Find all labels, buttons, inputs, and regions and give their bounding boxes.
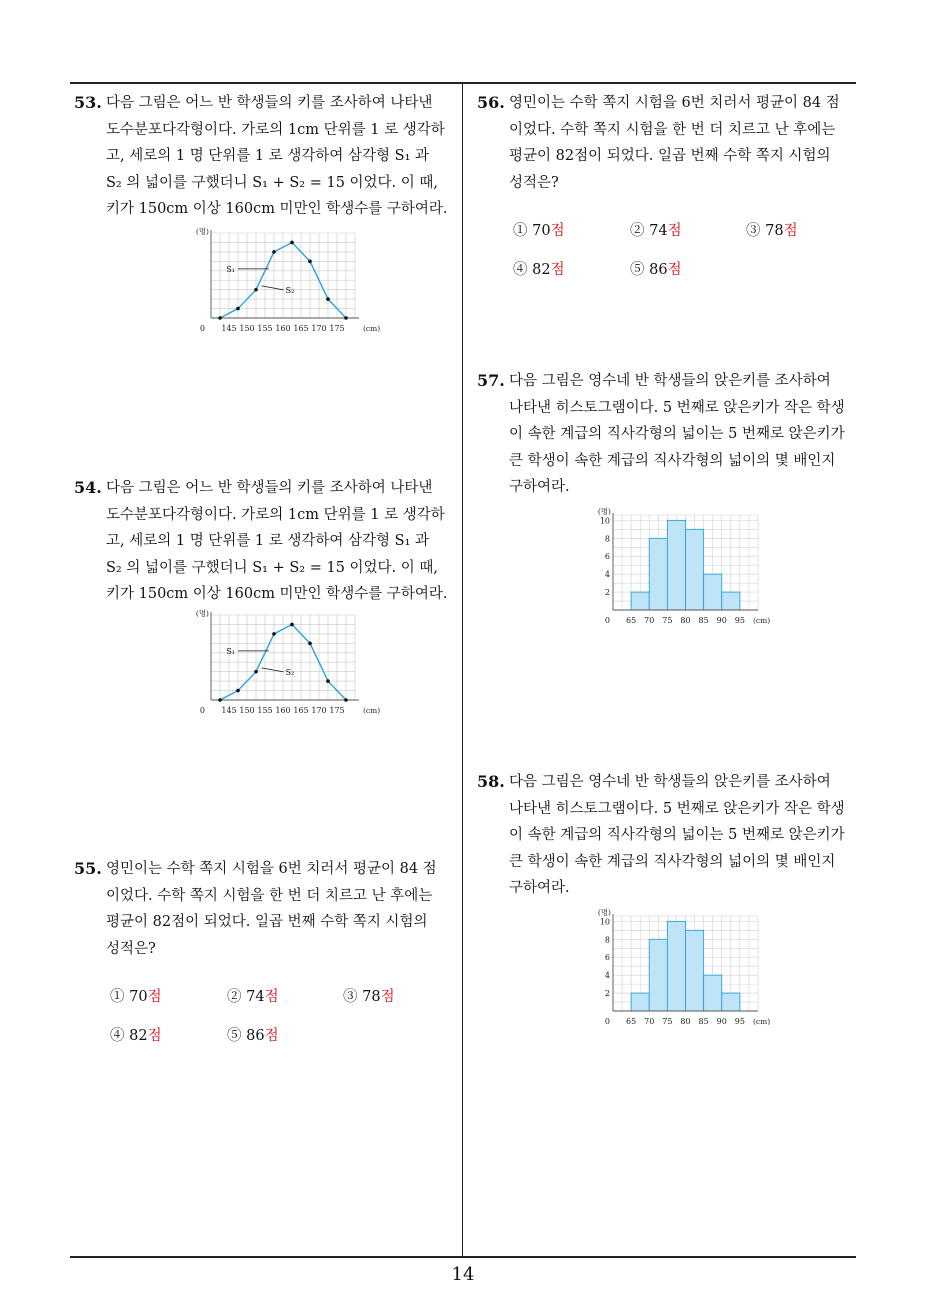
data-point	[218, 698, 222, 702]
x-tick-label: 95	[734, 1017, 745, 1026]
frequency-polygon-chart-54	[190, 607, 381, 719]
problem-text-line: 도수분포다각형이다. 가로의 1cm 단위를 1 로 생각하	[106, 121, 445, 138]
problem-number: 57.	[477, 371, 505, 390]
x-tick-label: 80	[680, 616, 691, 625]
histogram-bar	[722, 592, 740, 610]
histogram-bar	[686, 529, 704, 610]
choice-4[interactable]: ④ 82점	[110, 1028, 162, 1044]
x-tick-label: 160	[275, 706, 291, 715]
y-tick-label: 4	[604, 971, 610, 981]
histogram-bar	[667, 520, 685, 610]
data-point	[254, 288, 258, 292]
y-tick-label: 2	[604, 588, 610, 598]
problem-text-line: 구하여라.	[509, 880, 570, 896]
problem-number: 56.	[477, 93, 505, 112]
x-tick-label: 65	[626, 616, 637, 625]
data-point	[218, 316, 222, 320]
problem-text-line: 구하여라.	[509, 479, 570, 495]
histogram-bar	[704, 574, 722, 610]
problem-text-line: 다음 그림은 영수네 반 학생들의 앉은키를 조사하여	[509, 373, 831, 389]
problem-number: 55.	[74, 859, 102, 878]
x-tick-label: 70	[644, 1017, 655, 1026]
problem-55	[74, 856, 459, 962]
x-tick-label: 80	[680, 1017, 691, 1026]
data-point	[308, 642, 312, 646]
problem-text-line: 나타낸 히스토그램이다. 5 번째로 앉은키가 작은 학생	[509, 800, 845, 817]
y-axis-label: (명)	[597, 507, 611, 516]
choice-1[interactable]: ① 70점	[110, 989, 162, 1005]
histogram-bar	[722, 993, 740, 1011]
choice-4[interactable]: ④ 82점	[513, 262, 565, 278]
histogram-chart-58	[593, 907, 783, 1031]
problem-text-line: 성적은?	[509, 174, 559, 191]
histogram-bar	[667, 921, 685, 1011]
x-tick-label: 70	[644, 616, 655, 625]
origin-label: 0	[604, 616, 610, 625]
histogram-bar	[704, 975, 722, 1011]
x-tick-label: 160	[275, 324, 291, 333]
annotation-s2: S₂	[285, 285, 295, 295]
problem-56	[477, 90, 862, 196]
histogram-bar	[686, 930, 704, 1011]
data-point	[254, 670, 258, 674]
problem-text-line: 이 속한 계급의 직사각형의 넓이는 5 번째로 앉은키가	[509, 426, 845, 442]
annotation-s1: S₁	[226, 646, 235, 656]
problem-text-line: S₂ 의 넓이를 구했더니 S₁ + S₂ = 15 이었다. 이 때,	[106, 559, 438, 576]
data-point	[290, 241, 294, 245]
problem-text-line: 영민이는 수학 쪽지 시험을 6번 치러서 평균이 84 점	[509, 95, 840, 111]
histogram-bar	[631, 592, 649, 610]
column-divider	[462, 82, 463, 1258]
x-tick-label: 170	[311, 324, 327, 333]
problem-number: 53.	[74, 93, 102, 112]
data-point	[326, 679, 330, 683]
y-tick-label: 10	[599, 917, 610, 927]
x-tick-label: 155	[257, 706, 273, 715]
problem-text-line: 다음 그림은 어느 반 학생들의 키를 조사하여 나타낸	[106, 480, 433, 496]
problem-text-line: 다음 그림은 어느 반 학생들의 키를 조사하여 나타낸	[106, 95, 433, 111]
annotation-s1: S₁	[226, 264, 235, 274]
x-tick-label: 90	[716, 1017, 727, 1026]
problem-number: 54.	[74, 478, 102, 497]
x-tick-label: 165	[293, 324, 309, 333]
problem-number: 58.	[477, 772, 505, 791]
x-tick-label: 165	[293, 706, 309, 715]
choice-3[interactable]: ③ 78점	[343, 989, 395, 1005]
problem-text-line: 이 속한 계급의 직사각형의 넓이는 5 번째로 앉은키가	[509, 827, 845, 843]
problem-text-line: 영민이는 수학 쪽지 시험을 6번 치러서 평균이 84 점	[106, 861, 437, 877]
histogram-bar	[649, 538, 667, 610]
x-tick-label: 85	[698, 1017, 709, 1026]
histogram-chart-57	[593, 506, 783, 630]
y-axis-label: (명)	[597, 908, 611, 917]
data-point	[308, 260, 312, 264]
y-tick-label: 8	[604, 534, 610, 544]
choice-2[interactable]: ② 74점	[227, 989, 279, 1005]
x-tick-label: 150	[239, 706, 255, 715]
problem-58	[477, 769, 862, 902]
x-tick-label: 90	[716, 616, 727, 625]
x-tick-label: 175	[329, 324, 345, 333]
x-tick-label: 175	[329, 706, 345, 715]
choice-1[interactable]: ① 70점	[513, 223, 565, 239]
problem-text-line: 이었다. 수학 쪽지 시험을 한 번 더 치르고 난 후에는	[509, 121, 836, 138]
choice-3[interactable]: ③ 78점	[746, 223, 798, 239]
problem-text-line: 성적은?	[106, 940, 156, 957]
x-tick-label: 170	[311, 706, 327, 715]
y-tick-label: 10	[599, 516, 610, 526]
problem-text-line: 큰 학생이 속한 계급의 직사각형의 넓이의 몇 배인지	[509, 853, 836, 870]
problem-text-line: 고, 세로의 1 명 단위를 1 로 생각하여 삼각형 S₁ 과	[106, 148, 430, 164]
problem-text-line: 도수분포다각형이다. 가로의 1cm 단위를 1 로 생각하	[106, 506, 445, 523]
problem-text-line: 고, 세로의 1 명 단위를 1 로 생각하여 삼각형 S₁ 과	[106, 533, 430, 549]
problem-text-line: 평균이 82점이 되었다. 일곱 번째 수학 쪽지 시험의	[106, 914, 428, 930]
data-point	[236, 307, 240, 311]
frequency-polygon-chart-53	[190, 225, 381, 337]
origin-label: 0	[199, 706, 205, 715]
page-number: 14	[451, 1264, 475, 1285]
x-tick-label: 145	[221, 324, 237, 333]
problem-text-line: 큰 학생이 속한 계급의 직사각형의 넓이의 몇 배인지	[509, 452, 836, 469]
problem-54	[74, 475, 459, 608]
problem-text-line: 키가 150cm 이상 160cm 미만인 학생수를 구하여라.	[106, 586, 448, 602]
y-tick-label: 6	[604, 953, 610, 963]
choice-5[interactable]: ⑤ 86점	[630, 262, 682, 278]
x-axis-label: (cm)	[753, 616, 771, 625]
y-tick-label: 8	[604, 935, 610, 945]
choice-5[interactable]: ⑤ 86점	[227, 1028, 279, 1044]
y-tick-label: 6	[604, 552, 610, 562]
data-point	[272, 632, 276, 636]
x-tick-label: 85	[698, 616, 709, 625]
problem-53	[74, 90, 459, 223]
bottom-rule	[70, 1256, 856, 1258]
problem-text-line: 평균이 82점이 되었다. 일곱 번째 수학 쪽지 시험의	[509, 148, 831, 164]
annotation-s2: S₂	[285, 667, 295, 677]
x-tick-label: 150	[239, 324, 255, 333]
histogram-bar	[649, 939, 667, 1011]
origin-label: 0	[199, 324, 205, 333]
y-axis-label: (명)	[195, 227, 209, 236]
x-tick-label: 65	[626, 1017, 637, 1026]
data-point	[290, 623, 294, 627]
x-tick-label: 95	[734, 616, 745, 625]
problem-text-line: 나타낸 히스토그램이다. 5 번째로 앉은키가 작은 학생	[509, 399, 845, 416]
y-axis-label: (명)	[195, 609, 209, 618]
data-point	[272, 250, 276, 254]
problem-text-line: 다음 그림은 영수네 반 학생들의 앉은키를 조사하여	[509, 774, 831, 790]
x-tick-label: 155	[257, 324, 273, 333]
histogram-bar	[631, 993, 649, 1011]
data-point	[344, 316, 348, 320]
data-point	[344, 698, 348, 702]
data-point	[326, 297, 330, 301]
y-tick-label: 2	[604, 989, 610, 999]
y-tick-label: 4	[604, 570, 610, 580]
x-axis-label: (cm)	[753, 1017, 771, 1026]
x-axis-label: (cm)	[363, 324, 381, 333]
problem-text-line: 이었다. 수학 쪽지 시험을 한 번 더 치르고 난 후에는	[106, 887, 433, 904]
x-tick-label: 75	[662, 616, 673, 625]
choice-2[interactable]: ② 74점	[630, 223, 682, 239]
problem-text-line: 키가 150cm 이상 160cm 미만인 학생수를 구하여라.	[106, 201, 448, 217]
x-tick-label: 75	[662, 1017, 673, 1026]
origin-label: 0	[604, 1017, 610, 1026]
problem-text-line: S₂ 의 넓이를 구했더니 S₁ + S₂ = 15 이었다. 이 때,	[106, 174, 438, 191]
x-axis-label: (cm)	[363, 706, 381, 715]
data-point	[236, 689, 240, 693]
x-tick-label: 145	[221, 706, 237, 715]
problem-57	[477, 368, 862, 501]
